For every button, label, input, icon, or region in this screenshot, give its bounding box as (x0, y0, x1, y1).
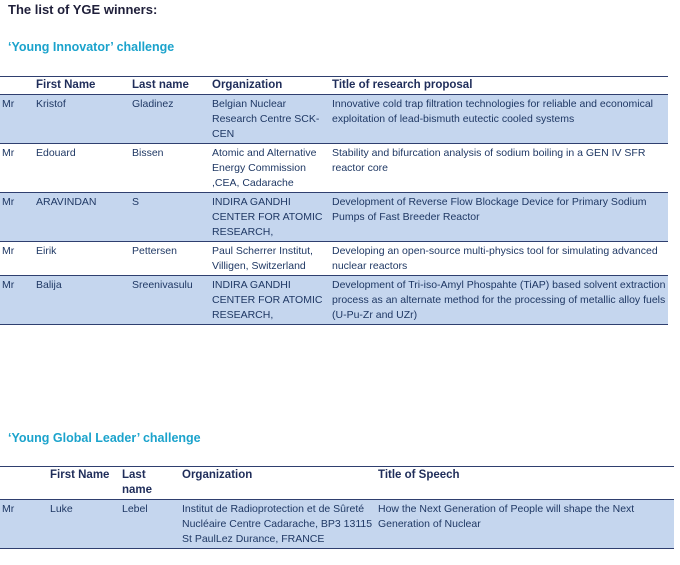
header-last-name: Last name (120, 467, 180, 500)
cell-last-name: Bissen (130, 144, 210, 193)
header-last-name: Last name (130, 77, 210, 95)
cell-last-name: Lebel (120, 500, 180, 549)
cell-title: Development of Reverse Flow Blockage Device for Primary Sodium Pumps of Fast Breeder Reactor (328, 193, 668, 242)
header-organization: Organization (210, 77, 328, 95)
innovator-section-title: ‘Young Innovator’ challenge (8, 40, 175, 54)
cell-organization: INDIRA GANDHI CENTER FOR ATOMIC RESEARCH, (210, 193, 328, 242)
cell-organization: Institut de Radioprotection et de Sûreté Nucléaire Centre Cadarache, BP3 13115 St PaulLez Durance, FRANCE (180, 500, 376, 549)
cell-organization: Belgian Nuclear Research Centre SCK-CEN (210, 95, 328, 144)
leader-section-title: ‘Young Global Leader’ challenge (8, 431, 201, 445)
table-row (0, 276, 668, 325)
cell-title: Developing an open-source multi-physics tool for simulating advanced nuclear reactors (328, 242, 668, 276)
cell-first-name: Eirik (34, 242, 130, 276)
cell-organization: Atomic and Alternative Energy Commission ,CEA, Cadarache (210, 144, 328, 193)
cell-salutation: Mr (0, 193, 34, 242)
cell-last-name: Sreenivasulu (130, 276, 210, 325)
cell-title: Innovative cold trap filtration technologies for reliable and economical exploitation of lead-bismuth eutectic cooled systems (328, 95, 668, 144)
table-row (0, 144, 668, 193)
header-first-name: First Name (34, 77, 130, 95)
cell-first-name: Edouard (34, 144, 130, 193)
cell-title: Development of Tri-iso-Amyl Phospahte (TiAP) based solvent extraction process as an alternate method for the processing of metallic alloy fuels (U-Pu-Zr and UZr) (328, 276, 668, 325)
cell-last-name: Gladinez (130, 95, 210, 144)
table-row (0, 500, 674, 549)
header-title: Title of Speech (376, 467, 674, 500)
cell-title: How the Next Generation of People will shape the Next Generation of Nuclear (376, 500, 674, 549)
table-row (0, 95, 668, 144)
header-title: Title of research proposal (328, 77, 668, 95)
cell-first-name: Kristof (34, 95, 130, 144)
cell-first-name: ARAVINDAN (34, 193, 130, 242)
cell-salutation: Mr (0, 276, 34, 325)
cell-first-name: Balija (34, 276, 130, 325)
table-row (0, 242, 668, 276)
cell-salutation: Mr (0, 144, 34, 193)
cell-last-name: Pettersen (130, 242, 210, 276)
header-salutation (0, 467, 48, 500)
cell-last-name: S (130, 193, 210, 242)
leader-winners-table (0, 466, 674, 549)
table-header-row (0, 77, 668, 95)
cell-organization: Paul Scherrer Institut, Villigen, Switzerland (210, 242, 328, 276)
header-first-name: First Name (48, 467, 120, 500)
cell-salutation: Mr (0, 500, 48, 549)
cell-first-name: Luke (48, 500, 120, 549)
cell-title: Stability and bifurcation analysis of sodium boiling in a GEN IV SFR reactor core (328, 144, 668, 193)
table-header-row (0, 467, 674, 500)
header-salutation (0, 77, 34, 95)
cell-salutation: Mr (0, 95, 34, 144)
cell-salutation: Mr (0, 242, 34, 276)
innovator-winners-table (0, 76, 668, 325)
page-title: The list of YGE winners: (8, 2, 158, 17)
table-row (0, 193, 668, 242)
cell-organization: INDIRA GANDHI CENTER FOR ATOMIC RESEARCH, (210, 276, 328, 325)
header-organization: Organization (180, 467, 376, 500)
